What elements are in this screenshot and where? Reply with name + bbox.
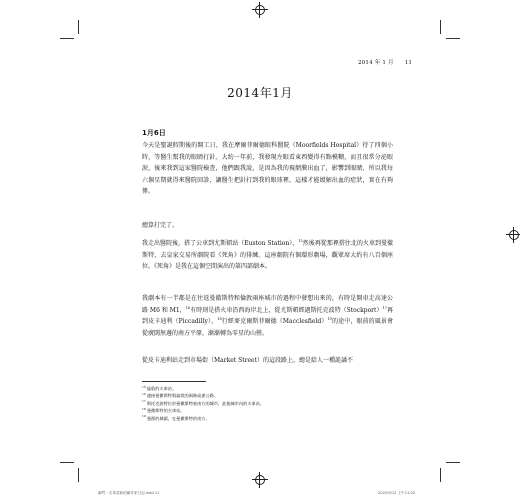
footnote-divider: [142, 381, 206, 382]
crop-mark-bottom-left-h-icon: [60, 462, 74, 463]
footnote-text: 斯托克波特位於曼徹斯特東南方的城市，此指城市內的火車站。: [146, 400, 265, 406]
footnote-item: [142, 392, 392, 399]
crop-mark-top-left-icon: [78, 20, 79, 34]
crop-mark-bottom-right-icon: [440, 468, 441, 482]
footnote-number: 19: [142, 414, 146, 419]
page-number: 11: [404, 60, 413, 66]
footnote-number: 15: [142, 384, 146, 389]
running-head: [358, 58, 412, 66]
footnote-number: 18: [142, 406, 146, 411]
paragraph-5: 從皮卡迪利站走到市場街（Market Street）的這段路上，總是給人一種詭譎不: [142, 357, 353, 364]
footnote-text: 曼徹斯特的火車站。: [146, 408, 185, 414]
footnote-item: [142, 407, 392, 414]
footnote-item: [142, 400, 392, 407]
paragraph-4-text-e: 的途中，眼前的風景會從廣闊無邊的南方平原，漸漸轉為零星的山巒。: [142, 318, 393, 337]
footnote-number: 17: [142, 399, 146, 404]
crop-mark-bottom-right-h-icon: [446, 462, 460, 463]
footnote-ref-18[interactable]: 18: [217, 317, 222, 322]
paragraph-4: [142, 293, 393, 339]
paragraph-4-text-d: 行經麥克爾斯菲爾德（Macclesfield）: [221, 318, 328, 326]
registration-mark-right-icon: [509, 230, 519, 240]
footnote-text: 連接曼徹斯特與倫敦的兩條高速公路。: [146, 393, 219, 399]
footnote-item: [142, 385, 392, 392]
footnote-text: 曼郡的城鎮，在曼徹斯特的南方。: [146, 415, 210, 421]
print-slug-file: 劇門・走革菜新的劇作家日記.indd 11: [98, 491, 160, 495]
footnote-number: 16: [142, 392, 146, 397]
paragraph-3: [142, 238, 393, 273]
crop-mark-top-right-icon: [440, 20, 441, 34]
chapter-title: 2014年1月: [227, 86, 293, 100]
registration-mark-top-icon: [255, 5, 265, 15]
footnote-item: [142, 415, 392, 422]
paragraph-1: 今天是聖誕假期後的開工日，我在摩爾菲爾德眼科醫院（Moorfields Hospital）待了四個小時，等醫生幫我的眼睛打針。大約一年前，我發現左眼看東西變得有點模糊，而且很常分泌眼淚，後來我到這家醫院檢查，他們跟我說，是因為我的視網膜出血了，影響到眼睛，所以我每六個星期就得來醫院回診，讓醫生把針打到我的眼球裡，這樣才能緩解出血的症狀，實在有夠慘。: [142, 142, 393, 196]
running-head-label: 2014 年 1 月: [358, 60, 394, 66]
footnote-ref-17[interactable]: 17: [382, 305, 387, 310]
footnote-ref-15[interactable]: 15: [298, 239, 303, 243]
paragraph-4-text-b: 有時則是搭火車沿西海岸北上，從尤斯頓經過斯托克波特（Stockport）: [190, 306, 383, 314]
registration-mark-bottom-icon: [255, 475, 265, 485]
footnote-ref-19[interactable]: 19: [327, 317, 332, 322]
crop-mark-top-left-h-icon: [60, 38, 74, 39]
paragraph-3-text-a: 我走出醫院後，搭了公車到尤斯頓站（Euston Station），: [142, 240, 299, 247]
paragraph-2: 總算打完了。: [142, 222, 179, 229]
paragraph-4-text-a: 我劇本有一半都是在往返曼徹斯特和倫敦兩座城市的過程中發想出來的，有時是開車走高速公路 M6 和 M1，: [142, 295, 393, 314]
footnotes: [142, 385, 392, 422]
print-slug-date: 2022/9/12 上午11:02: [378, 491, 416, 495]
crop-mark-bottom-left-icon: [78, 468, 79, 482]
paragraph-3-text-b: 然後再從那裡搭往北的火車到曼徹斯特，去皇家交易所劇院看《死角》的排練。這座劇院有個環形劇場，觀眾席大約有八百個座位。《死角》是我在這個空間演出的第四部劇本。: [142, 240, 393, 271]
paragraph-4-text-c: 再到皮卡迪利（Piccadilly），: [142, 306, 393, 326]
footnote-text: 倫敦的火車站。: [146, 386, 177, 391]
footnote-ref-16[interactable]: 16: [185, 305, 191, 310]
crop-mark-top-right-h-icon: [446, 38, 460, 39]
section-heading: 1月6日: [142, 129, 166, 137]
